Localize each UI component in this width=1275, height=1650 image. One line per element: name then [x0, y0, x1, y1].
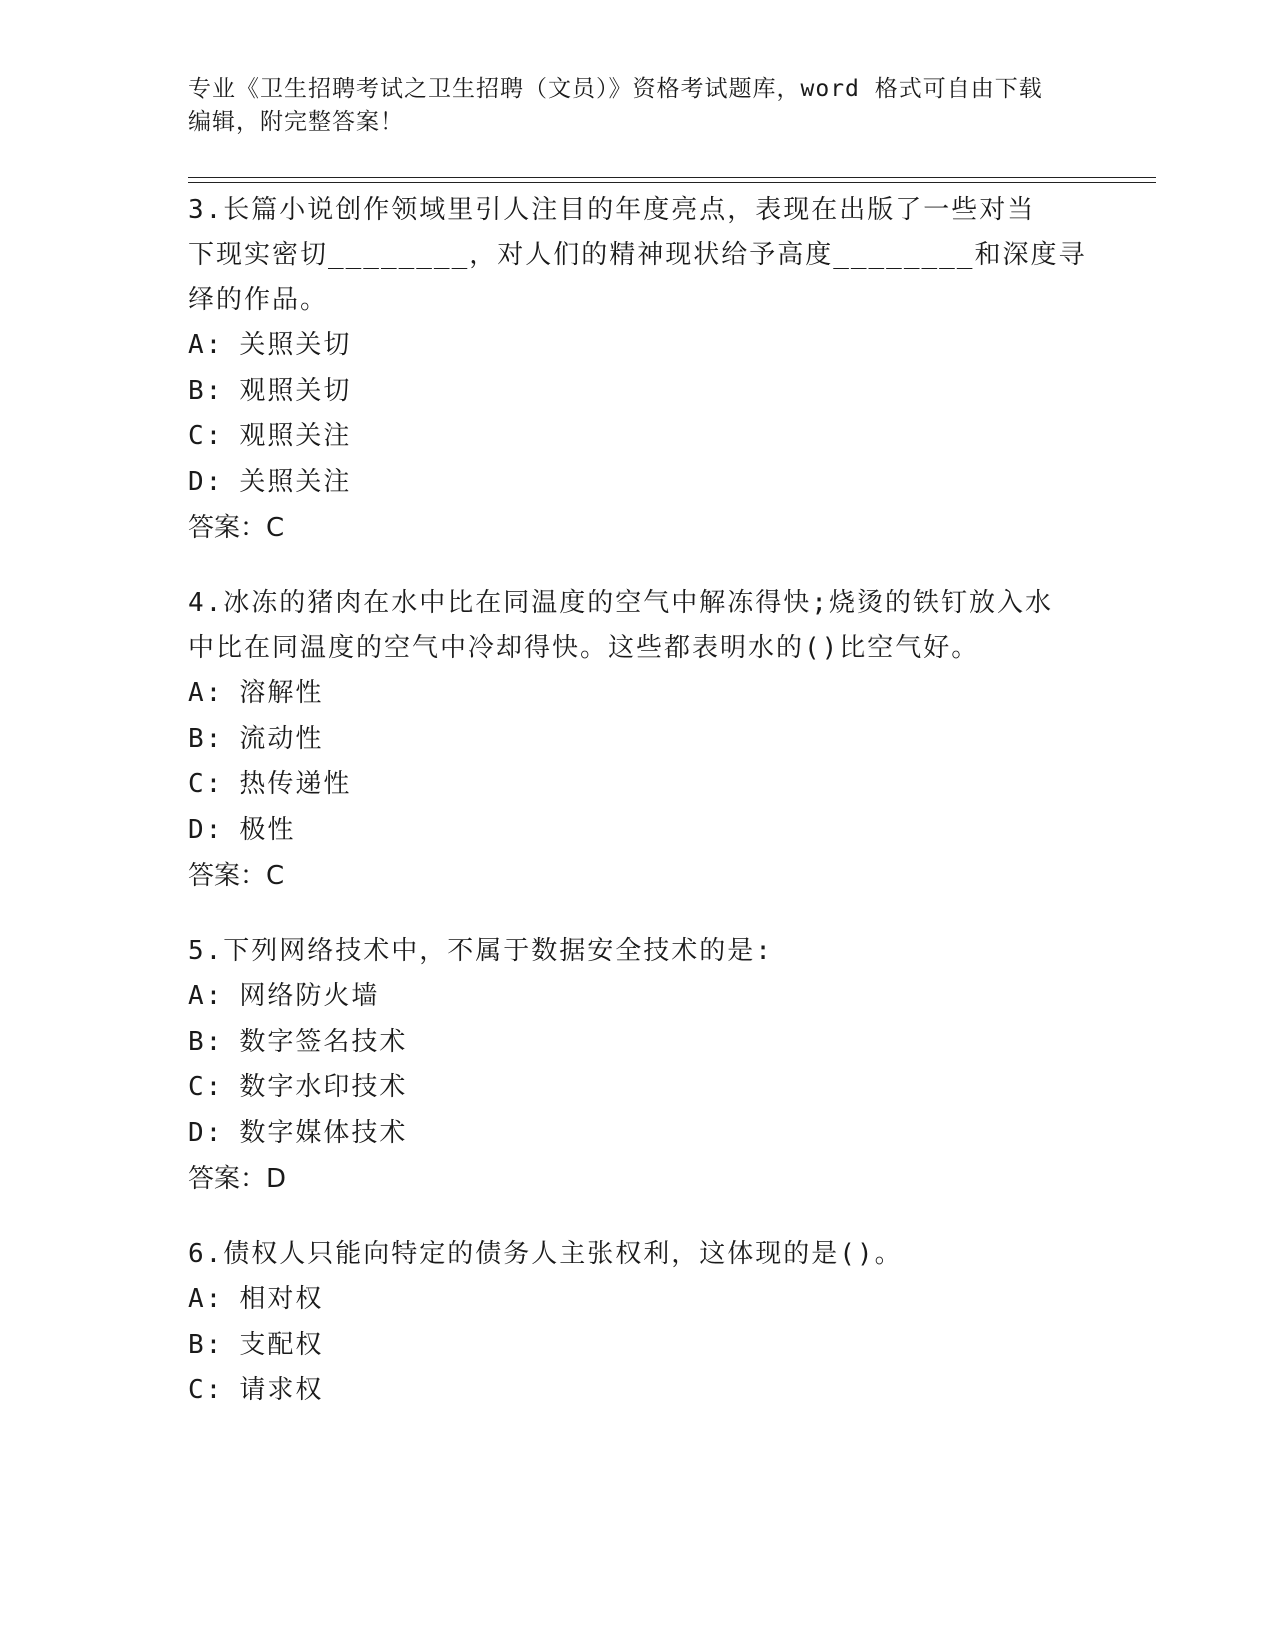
question-6 — [188, 1232, 1088, 1414]
option-text: 关照关注 — [239, 466, 352, 497]
option-letter: A: — [188, 1284, 224, 1314]
header-line-1: 专业《卫生招聘考试之卫生招聘（文员）》资格考试题库，word 格式可自由下载 — [188, 76, 1043, 102]
option-text: 网络防火墙 — [239, 981, 380, 1011]
option-letter: C: — [188, 1375, 224, 1405]
option-letter: B: — [188, 375, 224, 406]
option-b — [188, 717, 1088, 763]
option-c — [188, 414, 1088, 460]
option-a — [188, 671, 1088, 717]
option-letter: B: — [188, 723, 224, 754]
option-c — [188, 1065, 1088, 1111]
header-rule-top — [188, 177, 1156, 178]
question-4 — [188, 581, 1088, 899]
option-letter: D: — [188, 814, 224, 845]
option-c — [188, 1368, 1088, 1414]
header-rule-bottom — [188, 182, 1156, 183]
answer-label: 答案： — [188, 1164, 267, 1194]
option-text: 请求权 — [239, 1375, 324, 1405]
option-letter: A: — [188, 981, 224, 1011]
answer-line — [188, 1156, 1088, 1202]
answer-label: 答案： — [188, 861, 267, 891]
option-d — [188, 808, 1088, 854]
option-letter: B: — [188, 1329, 224, 1360]
answer-value: C — [266, 861, 285, 891]
option-d — [188, 460, 1088, 506]
option-letter: D: — [188, 1117, 224, 1148]
option-a — [188, 1277, 1088, 1323]
option-b — [188, 1020, 1088, 1066]
option-text: 热传递性 — [239, 769, 352, 799]
question-list — [188, 188, 1088, 1444]
option-b — [188, 369, 1088, 415]
question-5 — [188, 929, 1088, 1202]
option-c — [188, 762, 1088, 808]
option-text: 数字签名技术 — [239, 1026, 408, 1057]
question-3 — [188, 188, 1088, 551]
option-text: 关照关切 — [239, 330, 352, 360]
option-text: 极性 — [239, 814, 296, 845]
option-letter: D: — [188, 466, 224, 497]
option-letter: A: — [188, 330, 224, 360]
option-text: 相对权 — [239, 1284, 324, 1314]
option-letter: C: — [188, 421, 224, 451]
answer-line — [188, 505, 1088, 551]
question-stem-line: 绎的作品。 — [188, 285, 329, 315]
option-b — [188, 1323, 1088, 1369]
question-stem-line: 6.债权人只能向特定的债务人主张权利，这体现的是()。 — [188, 1239, 903, 1269]
question-stem-line: 中比在同温度的空气中冷却得快。这些都表明水的()比空气好。 — [188, 633, 980, 663]
option-letter: C: — [188, 1072, 224, 1102]
option-letter: A: — [188, 678, 224, 708]
option-a — [188, 974, 1088, 1020]
question-stem-line: 4.冰冻的猪肉在水中比在同温度的空气中解冻得快;烧烫的铁钉放入水 — [188, 588, 1053, 618]
question-stem-line: 下现实密切________，对人们的精神现状给予高度________和深度寻 — [188, 240, 1087, 270]
option-letter: B: — [188, 1026, 224, 1057]
option-d — [188, 1111, 1088, 1157]
question-stem-line: 5.下列网络技术中，不属于数据安全技术的是: — [188, 936, 773, 966]
answer-line — [188, 853, 1088, 899]
option-text: 观照关切 — [239, 375, 352, 406]
option-a — [188, 323, 1088, 369]
option-text: 数字媒体技术 — [239, 1117, 408, 1148]
option-text: 观照关注 — [239, 421, 352, 451]
header-line-2: 编辑，附完整答案！ — [188, 109, 404, 135]
option-text: 数字水印技术 — [239, 1072, 408, 1102]
document-header — [188, 73, 1068, 139]
answer-label: 答案： — [188, 513, 267, 543]
option-text: 流动性 — [239, 723, 324, 754]
option-text: 支配权 — [239, 1329, 324, 1360]
option-text: 溶解性 — [239, 678, 324, 708]
option-letter: C: — [188, 769, 224, 799]
answer-value: C — [266, 513, 285, 543]
answer-value: D — [266, 1164, 287, 1194]
question-stem-line: 3.长篇小说创作领域里引人注目的年度亮点，表现在出版了一些对当 — [188, 195, 1036, 225]
